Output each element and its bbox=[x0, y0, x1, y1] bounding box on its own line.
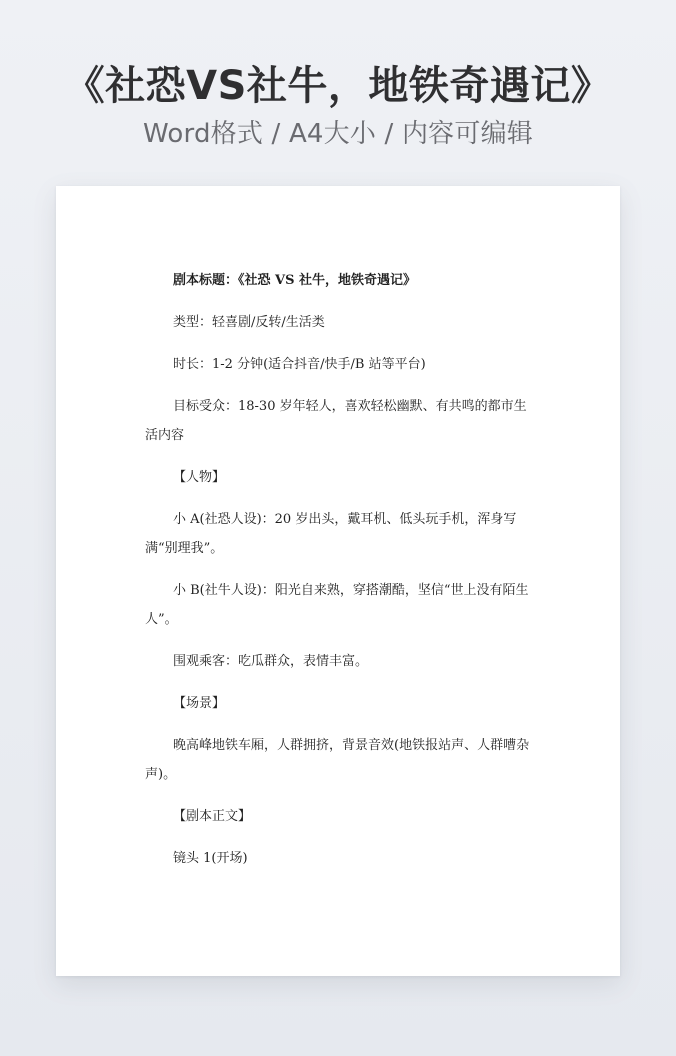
promo-subtitle: Word格式 / A4大小 / 内容可编辑 bbox=[143, 119, 533, 149]
character-b-line: 小 B(社牛人设)：阳光自来熟，穿搭潮酷，坚信“世上没有陌生人”。 bbox=[145, 583, 529, 627]
audience-line: 目标受众：18-30 岁年轻人，喜欢轻松幽默、有共鸣的都市生活内容 bbox=[145, 399, 527, 443]
section-heading-scene: 【场景】 bbox=[173, 696, 226, 711]
document-page bbox=[56, 186, 620, 976]
duration-line: 时长：1-2 分钟(适合抖音/快手/B 站等平台) bbox=[173, 357, 426, 372]
character-a-line: 小 A(社恐人设)：20 岁出头，戴耳机、低头玩手机，浑身写满“别理我”。 bbox=[145, 512, 517, 556]
bystanders-line: 围观乘客：吃瓜群众，表情丰富。 bbox=[173, 654, 369, 669]
promo-title: 《社恐VS社牛，地铁奇遇记》 bbox=[64, 63, 612, 109]
scene-description: 晚高峰地铁车厢，人群拥挤，背景音效(地铁报站声、人群嘈杂声)。 bbox=[145, 738, 530, 782]
document-body bbox=[145, 266, 532, 873]
script-title-line: 剧本标题：《社恐 VS 社牛，地铁奇遇记》 bbox=[173, 273, 417, 288]
shot-1-line: 镜头 1(开场) bbox=[173, 851, 248, 866]
section-heading-characters: 【人物】 bbox=[173, 470, 226, 485]
genre-line: 类型：轻喜剧/反转/生活类 bbox=[173, 315, 325, 330]
section-heading-script: 【剧本正文】 bbox=[173, 809, 252, 824]
